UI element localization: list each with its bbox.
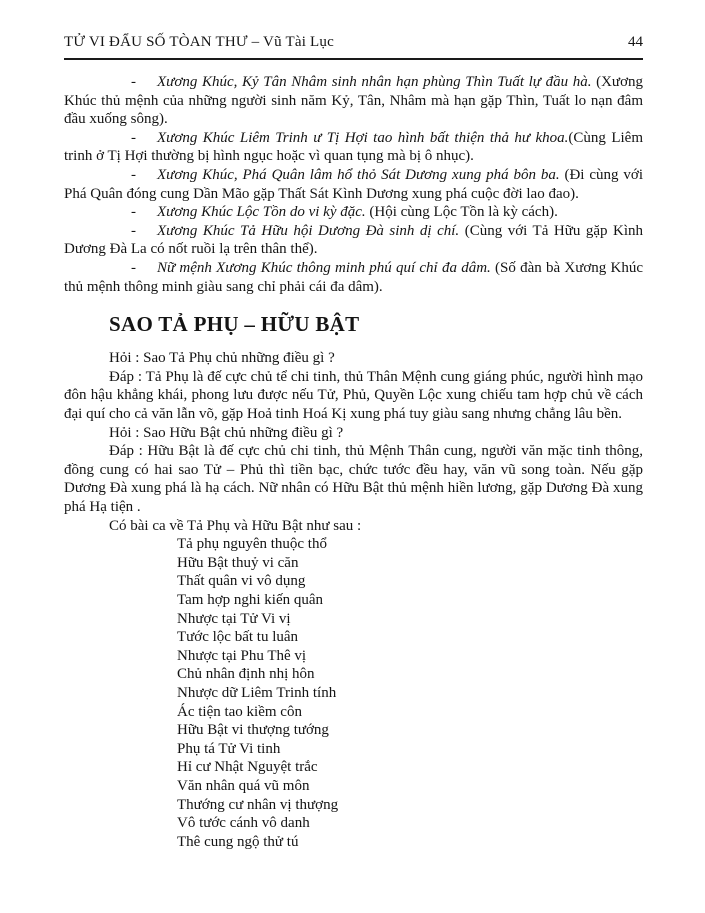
poem-line: Nhược tại Phu Thê vị [177, 647, 307, 664]
poem-line: Tước lộc bất tu luân [177, 629, 299, 646]
bullet-dash: - [131, 204, 136, 221]
bullet-italic: Xương Khúc Lộc Tồn do vi kỳ đặc. [157, 204, 366, 221]
bullet-translation: (Đi cùng với Phá Quân đóng cung Dần Mão gặp Thất Sát Kình Dương xung phá cuộc đời lao đao). [64, 166, 643, 202]
poem-line: Thất quân vi vô dụng [177, 573, 306, 590]
bullet-dash: - [131, 166, 136, 183]
bullet-italic: Xương Khúc Tả Hữu hội Dương Đà sinh dị chí. [157, 222, 460, 239]
bullet-item [64, 222, 643, 259]
poem-line: Hữu Bật vi thượng tướng [177, 722, 329, 739]
bullet-item [64, 203, 643, 222]
poem-line: Nhược dữ Liêm Trinh tính [177, 684, 337, 701]
bullet-italic: Xương Khúc, Kỷ Tân Nhâm sinh nhân hạn phùng Thìn Tuất lự đầu hà. [157, 74, 592, 90]
bullet-translation: (Cùng với Tả Hữu gặp Kình Dương Đà La có nốt ruồi lạ trên thân thể). [64, 222, 643, 258]
qa-answer: Đáp : Hữu Bật là đế cực chủ chi tinh, thủ Mệnh Thân cung, người văn mặc tinh thông, đồng cung có hai sao Tử – Phủ thì tiền bạc, chức tước đều hay, văn vũ song toàn. Nếu gặp Dương Đà xung phá là hạ cách. Nữ nhân có Hữu Bật thủ mệnh hiền lương, gặp Dương Đà xung phá Hạ tiện . [64, 443, 643, 516]
bullet-dash: - [131, 74, 136, 90]
poem-line: Văn nhân quá vũ môn [177, 777, 310, 794]
page-header [64, 34, 643, 60]
page-number: 44 [628, 34, 643, 50]
poem-line: Thướng cư nhân vị thượng [177, 796, 339, 813]
poem-line: Tả phụ nguyên thuộc thổ [177, 536, 327, 553]
book-title: TỬ VI ĐẨU SỐ TÒAN THƯ – Vũ Tài Lục [64, 34, 334, 50]
bullet-item [64, 166, 643, 203]
poem-line: Ác tiện tao kiềm côn [177, 703, 302, 720]
poem-line: Tam hợp nghi kiến quân [177, 591, 324, 608]
bullet-item [64, 129, 643, 166]
poem-line: Thê cung ngộ thử tú [177, 833, 299, 850]
bullet-dash: - [131, 129, 136, 146]
bullet-translation: (Cùng Liêm trinh ở Tị Hợi thường bị hình ngục hoặc vì quan tụng mà bị ô nhục). [64, 129, 643, 165]
bullet-translation: (Xương Khúc thủ mệnh của những người sinh năm Kỷ, Tân, Nhâm mà hạn gặp Thìn, Tuất lo nạn đâm đầu xuống sông). [64, 74, 643, 128]
poem-line: Phụ tá Tử Vi tinh [177, 740, 281, 757]
poem-intro: Có bài ca về Tả Phụ và Hữu Bật như sau : [109, 517, 362, 534]
qa-question: Hỏi : Sao Tả Phụ chủ những điều gì ? [109, 350, 335, 367]
body-text [64, 73, 643, 851]
poem-line: Nhược tại Tử Vi vị [177, 610, 291, 627]
bullet-item [64, 73, 643, 129]
poem-line: Hữu Bật thuỷ vi căn [177, 554, 299, 571]
bullet-italic: Nữ mệnh Xương Khúc thông minh phú quí chỉ đa dâm. [157, 259, 491, 276]
bullet-translation: (Số đàn bà Xương Khúc thủ mệnh thông minh giàu sang chỉ phải cái đa dâm). [64, 259, 643, 295]
bullet-item [64, 259, 643, 296]
qa-answer: Đáp : Tả Phụ là đế cực chủ tể chi tinh, thủ Thân Mệnh cung giáng phúc, người hình mạo đôn hậu khẳng khái, phong lưu được nếu Tử, Phủ, Quyền Lộc xung chiếu tam hợp chủ về cách đại quí cho cả văn lẫn võ, gặp Hoả tinh Hoá Kị xung phá tuy giàu sang nhưng chẳng lâu bền. [64, 368, 643, 423]
bullet-dash: - [131, 259, 136, 276]
bullet-translation: (Hội cùng Lộc Tồn là kỳ cách). [365, 204, 558, 221]
poem-line: Chủ nhân định nhị hôn [177, 666, 315, 683]
qa-question: Hỏi : Sao Hữu Bật chủ những điều gì ? [109, 424, 344, 441]
section-heading: SAO TẢ PHỤ – HỮU BẬT [109, 312, 360, 337]
poem [177, 535, 643, 851]
bullet-dash: - [131, 222, 136, 239]
bullet-italic: Xương Khúc Liêm Trinh ư Tị Hợi tao hình bất thiện thả hư khoa. [157, 129, 569, 146]
poem-line: Hỉ cư Nhật Nguyệt trắc [177, 759, 318, 776]
poem-line: Vô tước cánh vô danh [177, 815, 310, 832]
bullet-italic: Xương Khúc, Phá Quân lâm hổ thỏ Sát Dương xung phá bôn ba. [157, 166, 560, 183]
